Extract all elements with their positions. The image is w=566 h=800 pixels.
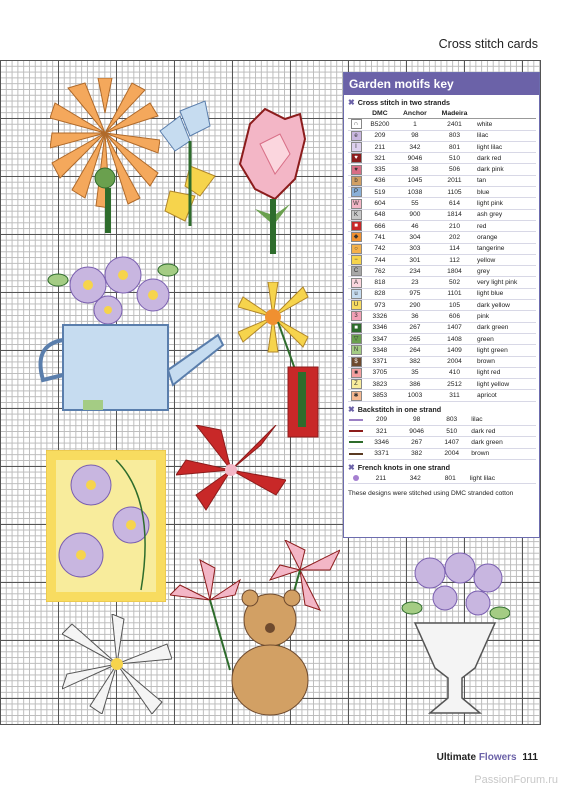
section-title: Cross stitch cards — [438, 37, 538, 51]
color-name: tangerine — [475, 243, 536, 254]
key-row — [348, 415, 536, 426]
watermark: PassionForum.ru — [474, 774, 558, 786]
key-row — [348, 448, 536, 459]
col-anchor: Anchor — [396, 108, 434, 119]
stitch-symbol: ■ — [351, 368, 362, 378]
anchor-code: 301 — [396, 254, 434, 265]
madeira-code: 801 — [433, 473, 468, 484]
key-row — [348, 300, 536, 311]
madeira-code: 803 — [434, 130, 475, 141]
french-knot-heading: ✖ French knots in one strand — [348, 462, 450, 472]
key-row — [348, 243, 536, 254]
anchor-code: 290 — [396, 300, 434, 311]
madeira-code: 210 — [434, 220, 475, 231]
stitch-symbol: K — [351, 210, 362, 220]
symbol-swatch — [348, 356, 364, 367]
dmc-code: 741 — [364, 232, 396, 243]
col-dmc: DMC — [364, 108, 396, 119]
dmc-code: 3823 — [364, 379, 396, 390]
french-knot-swatch — [348, 473, 364, 484]
vase-flowers-motif — [400, 548, 510, 718]
color-name: light lilac — [475, 141, 536, 152]
color-name: dark green — [475, 322, 536, 333]
madeira-code: 1408 — [434, 333, 475, 344]
color-name: blue — [475, 187, 536, 198]
dmc-code: 3705 — [364, 367, 396, 378]
madeira-code: 114 — [434, 243, 475, 254]
symbol-swatch — [348, 311, 364, 322]
madeira-code: 510 — [434, 426, 469, 437]
color-name: dark green — [469, 437, 536, 448]
key-title: Garden motifs key — [344, 73, 539, 95]
backstitch-line — [349, 430, 363, 432]
madeira-code: 2512 — [434, 379, 475, 390]
anchor-code: 9046 — [396, 153, 434, 164]
key-row — [348, 119, 536, 130]
stitch-symbol: ✱ — [351, 391, 362, 401]
key-panel — [343, 72, 540, 538]
madeira-code: 112 — [434, 254, 475, 265]
magazine-name: Ultimate — [436, 752, 477, 763]
key-row — [348, 130, 536, 141]
color-name: dark red — [469, 426, 536, 437]
key-row — [348, 164, 536, 175]
dmc-code: 211 — [364, 141, 396, 152]
stitch-symbol: ▽ — [351, 334, 362, 344]
color-name: dark pink — [475, 164, 536, 175]
stitch-symbol: A — [351, 278, 362, 288]
dmc-code: 3326 — [364, 311, 396, 322]
dmc-code: 762 — [364, 266, 396, 277]
anchor-code: 55 — [396, 198, 434, 209]
key-row — [348, 153, 536, 164]
key-row — [348, 198, 536, 209]
stitch-symbol: W — [351, 199, 362, 209]
key-row — [348, 175, 536, 186]
madeira-code: 614 — [434, 198, 475, 209]
dmc-code: 3348 — [364, 345, 396, 356]
lilies-and-bear-motif — [170, 540, 340, 720]
color-name: dark yellow — [475, 300, 536, 311]
color-name: light blue — [475, 288, 536, 299]
symbol-swatch — [348, 379, 364, 390]
dmc-code: 3346 — [364, 437, 399, 448]
key-row — [348, 379, 536, 390]
anchor-code: 342 — [396, 141, 434, 152]
key-row — [348, 187, 536, 198]
backstitch-line-swatch — [348, 415, 364, 426]
color-name: grey — [475, 266, 536, 277]
symbol-swatch — [348, 243, 364, 254]
anchor-code: 382 — [399, 448, 434, 459]
stitch-symbol: ∩ — [351, 119, 362, 129]
anchor-code: 46 — [396, 220, 434, 231]
dmc-code: 818 — [364, 277, 396, 288]
key-row — [348, 426, 536, 437]
stitch-symbol: 3 — [351, 311, 362, 321]
iris-flower-motif — [150, 96, 220, 236]
anchor-code: 975 — [396, 288, 434, 299]
madeira-code: 502 — [434, 277, 475, 288]
color-name: light yellow — [475, 379, 536, 390]
symbol-swatch — [348, 141, 364, 152]
symbol-swatch — [348, 130, 364, 141]
anchor-code: 234 — [396, 266, 434, 277]
key-note: These designs were stitched using DMC stranded cotton — [348, 490, 514, 498]
symbol-swatch — [348, 288, 364, 299]
backstitch-line — [349, 419, 363, 421]
symbol-swatch — [348, 367, 364, 378]
anchor-code: 9046 — [399, 426, 434, 437]
gerbera-flower-motif — [50, 78, 160, 238]
madeira-code: 506 — [434, 164, 475, 175]
anchor-code: 1 — [396, 119, 434, 130]
color-name: brown — [469, 448, 536, 459]
symbol-swatch — [348, 277, 364, 288]
key-row — [348, 288, 536, 299]
key-row — [348, 367, 536, 378]
stitch-symbol: $ — [351, 357, 362, 367]
symbol-swatch — [348, 390, 364, 401]
color-name: pink — [475, 311, 536, 322]
anchor-code: 1003 — [396, 390, 434, 401]
anchor-code: 1045 — [396, 175, 434, 186]
backstitch-line-swatch — [348, 437, 364, 448]
backstitch-line — [349, 441, 363, 443]
dmc-code: 321 — [364, 153, 396, 164]
madeira-code: 2004 — [434, 356, 475, 367]
symbol-swatch — [348, 232, 364, 243]
madeira-code: 1407 — [434, 437, 469, 448]
symbol-swatch — [348, 333, 364, 344]
dmc-code: 3371 — [364, 448, 399, 459]
key-row — [348, 345, 536, 356]
color-name: brown — [475, 356, 536, 367]
white-lily-motif — [62, 614, 172, 714]
dmc-code: 973 — [364, 300, 396, 311]
anchor-code: 900 — [396, 209, 434, 220]
madeira-code: 801 — [434, 141, 475, 152]
stitch-symbol: u — [351, 289, 362, 299]
stitch-symbol: b — [351, 176, 362, 186]
french-knot-dot — [353, 475, 359, 481]
madeira-code: 2401 — [434, 119, 475, 130]
key-row — [348, 473, 536, 484]
madeira-code: 606 — [434, 311, 475, 322]
madeira-code: 1105 — [434, 187, 475, 198]
stitch-symbol: ♥ — [351, 153, 362, 163]
backstitch-heading: ✖ Backstitch in one strand — [348, 404, 442, 414]
dmc-code: 211 — [364, 473, 398, 484]
dmc-code: 519 — [364, 187, 396, 198]
dmc-code: 209 — [364, 130, 396, 141]
color-name: light lilac — [468, 473, 536, 484]
dmc-code: 335 — [364, 164, 396, 175]
madeira-code: 202 — [434, 232, 475, 243]
madeira-code: 510 — [434, 153, 475, 164]
symbol-swatch — [348, 300, 364, 311]
cross-marker-icon: ✖ — [348, 98, 355, 107]
color-name: green — [475, 333, 536, 344]
page-number: 111 — [522, 752, 538, 763]
dmc-code: 3371 — [364, 356, 396, 367]
key-row — [348, 311, 536, 322]
symbol-swatch — [348, 175, 364, 186]
anchor-code: 382 — [396, 356, 434, 367]
backstitch-line — [349, 453, 363, 455]
dmc-code: 828 — [364, 288, 396, 299]
color-name: apricot — [475, 390, 536, 401]
backstitch-table — [348, 415, 536, 460]
cross-marker-icon: ✖ — [348, 404, 355, 414]
key-row — [348, 220, 536, 231]
french-knot-table — [348, 473, 536, 484]
key-row — [348, 254, 536, 265]
madeira-code: 2004 — [434, 448, 469, 459]
dmc-code: 744 — [364, 254, 396, 265]
key-row — [348, 209, 536, 220]
stitch-symbol: ■ — [351, 221, 362, 231]
madeira-code: 803 — [434, 415, 469, 426]
stitch-symbol: ■ — [351, 323, 362, 333]
symbol-swatch — [348, 119, 364, 130]
anchor-code: 265 — [396, 333, 434, 344]
stitch-symbol: C — [351, 266, 362, 276]
stitch-symbol: Z — [351, 379, 362, 389]
stitch-symbol: ♥ — [351, 165, 362, 175]
symbol-swatch — [348, 322, 364, 333]
symbol-swatch — [348, 266, 364, 277]
cross-stitch-table — [348, 108, 536, 402]
color-name: lilac — [469, 415, 536, 426]
dmc-code: 742 — [364, 243, 396, 254]
watering-can-motif — [28, 250, 228, 420]
dmc-code: 3346 — [364, 322, 396, 333]
madeira-code: 311 — [434, 390, 475, 401]
anchor-code: 36 — [396, 311, 434, 322]
color-name: orange — [475, 232, 536, 243]
dmc-code: 436 — [364, 175, 396, 186]
madeira-code: 1804 — [434, 266, 475, 277]
anchor-code: 35 — [396, 367, 434, 378]
key-row — [348, 266, 536, 277]
anchor-code: 342 — [398, 473, 433, 484]
dmc-code: 648 — [364, 209, 396, 220]
color-name: red — [475, 220, 536, 231]
col-madeira: Madeira — [434, 108, 475, 119]
anchor-code: 304 — [396, 232, 434, 243]
symbol-swatch — [348, 254, 364, 265]
madeira-code: 410 — [434, 367, 475, 378]
dmc-code: 604 — [364, 198, 396, 209]
stitch-symbol: U — [351, 300, 362, 310]
clematis-panel-motif — [46, 450, 166, 602]
symbol-swatch — [348, 345, 364, 356]
madeira-code: 1814 — [434, 209, 475, 220]
key-row — [348, 356, 536, 367]
dmc-code: 666 — [364, 220, 396, 231]
madeira-code: 1407 — [434, 322, 475, 333]
anchor-code: 98 — [396, 130, 434, 141]
dandelion-motif — [238, 282, 328, 442]
color-name: ash grey — [475, 209, 536, 220]
key-row — [348, 277, 536, 288]
madeira-code: 1101 — [434, 288, 475, 299]
page-footer — [437, 752, 538, 763]
symbol-swatch — [348, 187, 364, 198]
backstitch-line-swatch — [348, 426, 364, 437]
symbol-swatch — [348, 220, 364, 231]
madeira-code: 105 — [434, 300, 475, 311]
stitch-symbol: e — [351, 131, 362, 141]
color-name: lilac — [475, 130, 536, 141]
backstitch-line-swatch — [348, 448, 364, 459]
anchor-code: 267 — [396, 322, 434, 333]
anchor-code: 267 — [399, 437, 434, 448]
anchor-code: 386 — [396, 379, 434, 390]
key-row — [348, 437, 536, 448]
color-name: very light pink — [475, 277, 536, 288]
color-name: tan — [475, 175, 536, 186]
rose-motif — [230, 104, 315, 264]
anchor-code: 264 — [396, 345, 434, 356]
anchor-code: 1038 — [396, 187, 434, 198]
color-name: light red — [475, 367, 536, 378]
madeira-code: 1409 — [434, 345, 475, 356]
stitch-symbol: P — [351, 187, 362, 197]
anchor-code: 23 — [396, 277, 434, 288]
color-name: white — [475, 119, 536, 130]
stitch-symbol: ◆ — [351, 232, 362, 242]
symbol-swatch — [348, 198, 364, 209]
madeira-code: 2011 — [434, 175, 475, 186]
stitch-symbol: I — [351, 142, 362, 152]
dmc-code: 3347 — [364, 333, 396, 344]
key-row — [348, 390, 536, 401]
symbol-swatch — [348, 209, 364, 220]
magazine-section: Flowers — [478, 752, 517, 763]
anchor-code: 98 — [399, 415, 434, 426]
stitch-symbol: ○ — [351, 244, 362, 254]
dmc-code: 3853 — [364, 390, 396, 401]
anchor-code: 303 — [396, 243, 434, 254]
key-row — [348, 141, 536, 152]
symbol-swatch — [348, 164, 364, 175]
anchor-code: 38 — [396, 164, 434, 175]
color-name: dark red — [475, 153, 536, 164]
symbol-swatch — [348, 153, 364, 164]
stitch-symbol: − — [351, 255, 362, 265]
cross-marker-icon: ✖ — [348, 462, 355, 472]
cross-stitch-heading: ✖ Cross stitch in two strands — [348, 98, 450, 107]
key-row — [348, 322, 536, 333]
color-name: light pink — [475, 198, 536, 209]
color-name: yellow — [475, 254, 536, 265]
key-row — [348, 333, 536, 344]
key-row — [348, 232, 536, 243]
dmc-code: B5200 — [364, 119, 396, 130]
stitch-symbol: N — [351, 345, 362, 355]
lily-red-motif — [176, 425, 286, 515]
color-name: light green — [475, 345, 536, 356]
dmc-code: 321 — [364, 426, 399, 437]
dmc-code: 209 — [364, 415, 399, 426]
